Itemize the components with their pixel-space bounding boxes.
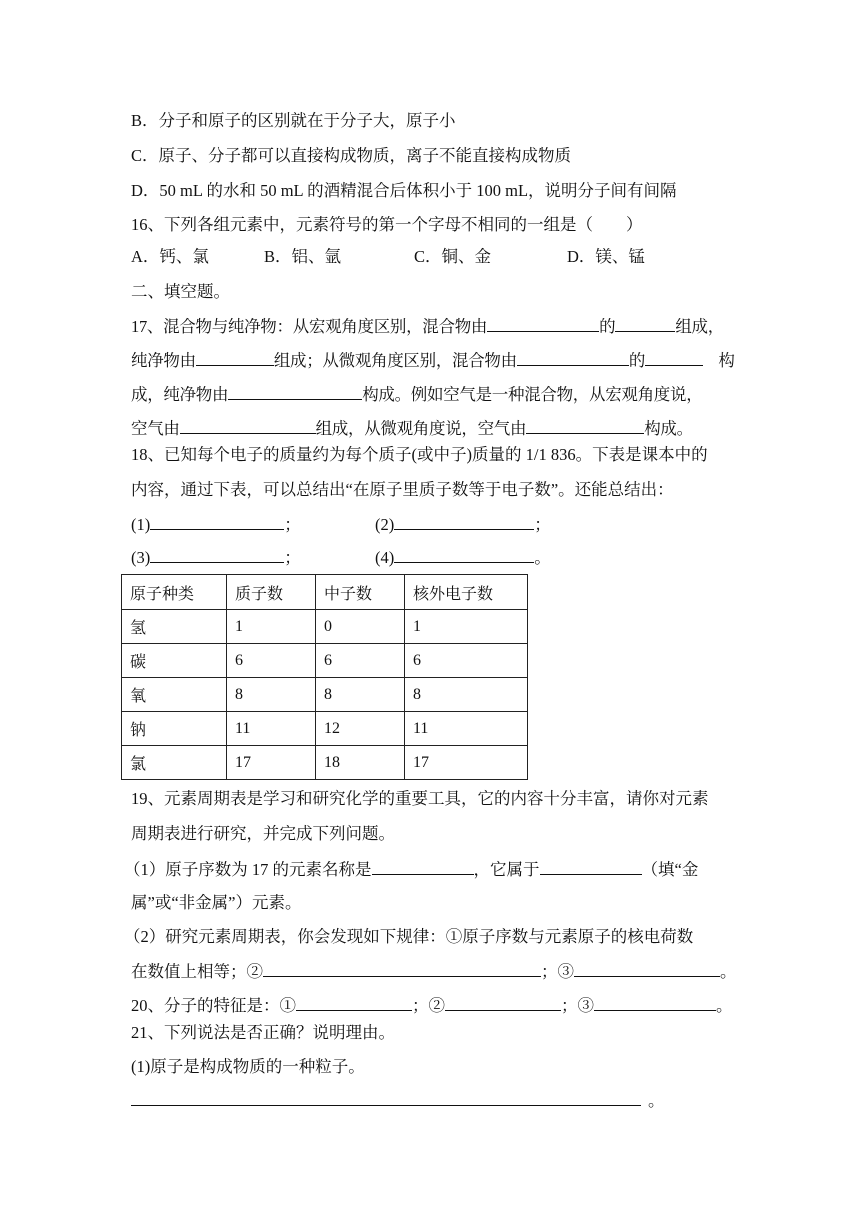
q17-line-3: [131, 384, 702, 405]
table-header-cell: 中子数: [316, 575, 405, 610]
q19-text: 。: [720, 962, 737, 981]
q19-stem-line-2: 周期表进行研究，并完成下列问题。: [131, 824, 395, 843]
q18-blank-3: [131, 547, 301, 568]
table-row: [122, 678, 528, 712]
q17-text: 空气由: [131, 419, 180, 438]
q16-option-b: B．铝、氩: [264, 247, 342, 266]
q17-line-2: [131, 350, 735, 371]
table-header-cell: 原子种类: [122, 575, 227, 610]
table-cell: 0: [316, 610, 405, 644]
answer-blank[interactable]: [517, 350, 629, 366]
table-cell: 17: [227, 746, 316, 780]
blank-number: (4): [375, 548, 395, 567]
q19-part-2-line-2: [131, 961, 737, 982]
table-cell: 钠: [122, 712, 227, 746]
blank-punct: ；: [534, 515, 551, 534]
q16-option-c: C．铜、金: [414, 247, 492, 266]
blank-punct: 。: [534, 548, 551, 567]
answer-blank[interactable]: [574, 961, 720, 977]
q17-line-1: [131, 316, 724, 337]
answer-blank[interactable]: [228, 384, 362, 400]
q18-blank-4: [375, 547, 551, 568]
q21-statement-1: (1)原子是构成物质的一种粒子。: [131, 1057, 365, 1076]
table-row: [122, 712, 528, 746]
answer-blank[interactable]: [526, 418, 644, 434]
q17-text: 成，纯净物由: [131, 385, 229, 404]
q17-text: 组成，: [675, 317, 724, 336]
table-row: [122, 610, 528, 644]
q20-text: 20、分子的特征是：①: [131, 996, 296, 1015]
q17-text: 纯净物由: [131, 351, 196, 370]
table-cell: 12: [316, 712, 405, 746]
answer-blank[interactable]: [150, 547, 284, 563]
table-cell: 11: [227, 712, 316, 746]
table-cell: 1: [405, 610, 528, 644]
q16-option-d: D．镁、锰: [567, 247, 645, 266]
table-cell: 氢: [122, 610, 227, 644]
q18-stem-line-2: 内容，通过下表，可以总结出“在原子里质子数等于电子数”。还能总结出：: [131, 480, 674, 499]
atom-table: [121, 574, 528, 780]
q15-option-c: C．原子、分子都可以直接构成物质，离子不能直接构成物质: [131, 146, 572, 165]
answer-blank[interactable]: [394, 547, 534, 563]
q18-blank-2: [375, 514, 551, 535]
table-row: [122, 644, 528, 678]
section-heading: 二、填空题。: [131, 282, 230, 301]
table-header-row: [122, 575, 528, 610]
q15-option-b: B．分子和原子的区别就在于分子大，原子小: [131, 111, 456, 130]
q19-part-2-line-1: （2）研究元素周期表，你会发现如下规律：①原子序数与元素原子的核电荷数: [124, 927, 694, 946]
blank-number: (1): [131, 515, 151, 534]
answer-blank[interactable]: [150, 514, 284, 530]
table-cell: 8: [227, 678, 316, 712]
q18-stem-line-1: 18、已知每个电子的质量约为每个质子(或中子)质量的 1/1 836。下表是课本中的: [131, 445, 708, 464]
q19-text: 在数值上相等；②: [131, 962, 263, 981]
answer-blank[interactable]: [394, 514, 534, 530]
q17-text: 构成。: [644, 419, 693, 438]
answer-blank[interactable]: [196, 350, 274, 366]
blank-punct: ；: [284, 515, 301, 534]
table-cell: 碳: [122, 644, 227, 678]
answer-blank[interactable]: [594, 995, 716, 1011]
blank-punct: ；: [284, 548, 301, 567]
answer-blank[interactable]: [263, 961, 541, 977]
table-header-cell: 质子数: [227, 575, 316, 610]
table-header-cell: 核外电子数: [405, 575, 528, 610]
q17-text: 构: [718, 351, 735, 370]
q19-stem-line-1: 19、元素周期表是学习和研究化学的重要工具，它的内容十分丰富，请你对元素: [131, 789, 709, 808]
q17-text: 构成。例如空气是一种混合物，从宏观角度说，: [362, 385, 703, 404]
q16-option-a: A．钙、氯: [131, 247, 209, 266]
table-cell: 6: [227, 644, 316, 678]
table-cell: 18: [316, 746, 405, 780]
answer-blank[interactable]: [487, 316, 599, 332]
table-cell: 8: [316, 678, 405, 712]
answer-blank[interactable]: [296, 995, 412, 1011]
table-cell: 8: [405, 678, 528, 712]
answer-line-end: 。: [648, 1091, 665, 1110]
table-cell: 11: [405, 712, 528, 746]
answer-line[interactable]: [131, 1105, 641, 1106]
q15-option-d: D．50 mL 的水和 50 mL 的酒精混合后体积小于 100 mL，说明分子间有间隔: [131, 181, 677, 200]
answer-blank[interactable]: [372, 859, 474, 875]
q17-line-4: [131, 418, 693, 439]
q20-text: ；③: [561, 996, 594, 1015]
q17-text: 的: [599, 317, 616, 336]
q20-text: 。: [716, 996, 733, 1015]
q19-text: ，它属于: [473, 860, 540, 879]
q21-stem: 21、下列说法是否正确？说明理由。: [131, 1023, 395, 1042]
table-cell: 6: [405, 644, 528, 678]
table-cell: 氯: [122, 746, 227, 780]
answer-blank[interactable]: [615, 316, 675, 332]
answer-blank[interactable]: [445, 995, 561, 1011]
q16-stem: 16、下列各组元素中，元素符号的第一个字母不相同的一组是（ ）: [131, 215, 643, 234]
q17-text: 组成；从微观角度区别，混合物由: [273, 351, 517, 370]
table-cell: 6: [316, 644, 405, 678]
table-row: [122, 746, 528, 780]
answer-blank[interactable]: [645, 350, 703, 366]
table-cell: 17: [405, 746, 528, 780]
answer-blank[interactable]: [180, 418, 316, 434]
q17-text: 组成，从微观角度说，空气由: [315, 419, 527, 438]
q17-text: 的: [628, 351, 646, 370]
blank-number: (3): [131, 548, 151, 567]
q19-part-1-line-2: 属”或“非金属”）元素。: [131, 893, 302, 912]
q18-blank-1: [131, 514, 301, 535]
q20-line: [131, 995, 733, 1016]
q19-text: ；③: [541, 962, 574, 981]
q19-part-1-line-1: [124, 859, 698, 880]
q19-text: （1）原子序数为 17 的元素名称是: [124, 860, 372, 879]
blank-number: (2): [375, 515, 395, 534]
q17-text: 17、混合物与纯净物：从宏观角度区别，混合物由: [131, 317, 488, 336]
q19-text: （填“金: [641, 860, 699, 879]
table-cell: 氧: [122, 678, 227, 712]
answer-blank[interactable]: [540, 859, 642, 875]
table-cell: 1: [227, 610, 316, 644]
q20-text: ；②: [412, 996, 445, 1015]
